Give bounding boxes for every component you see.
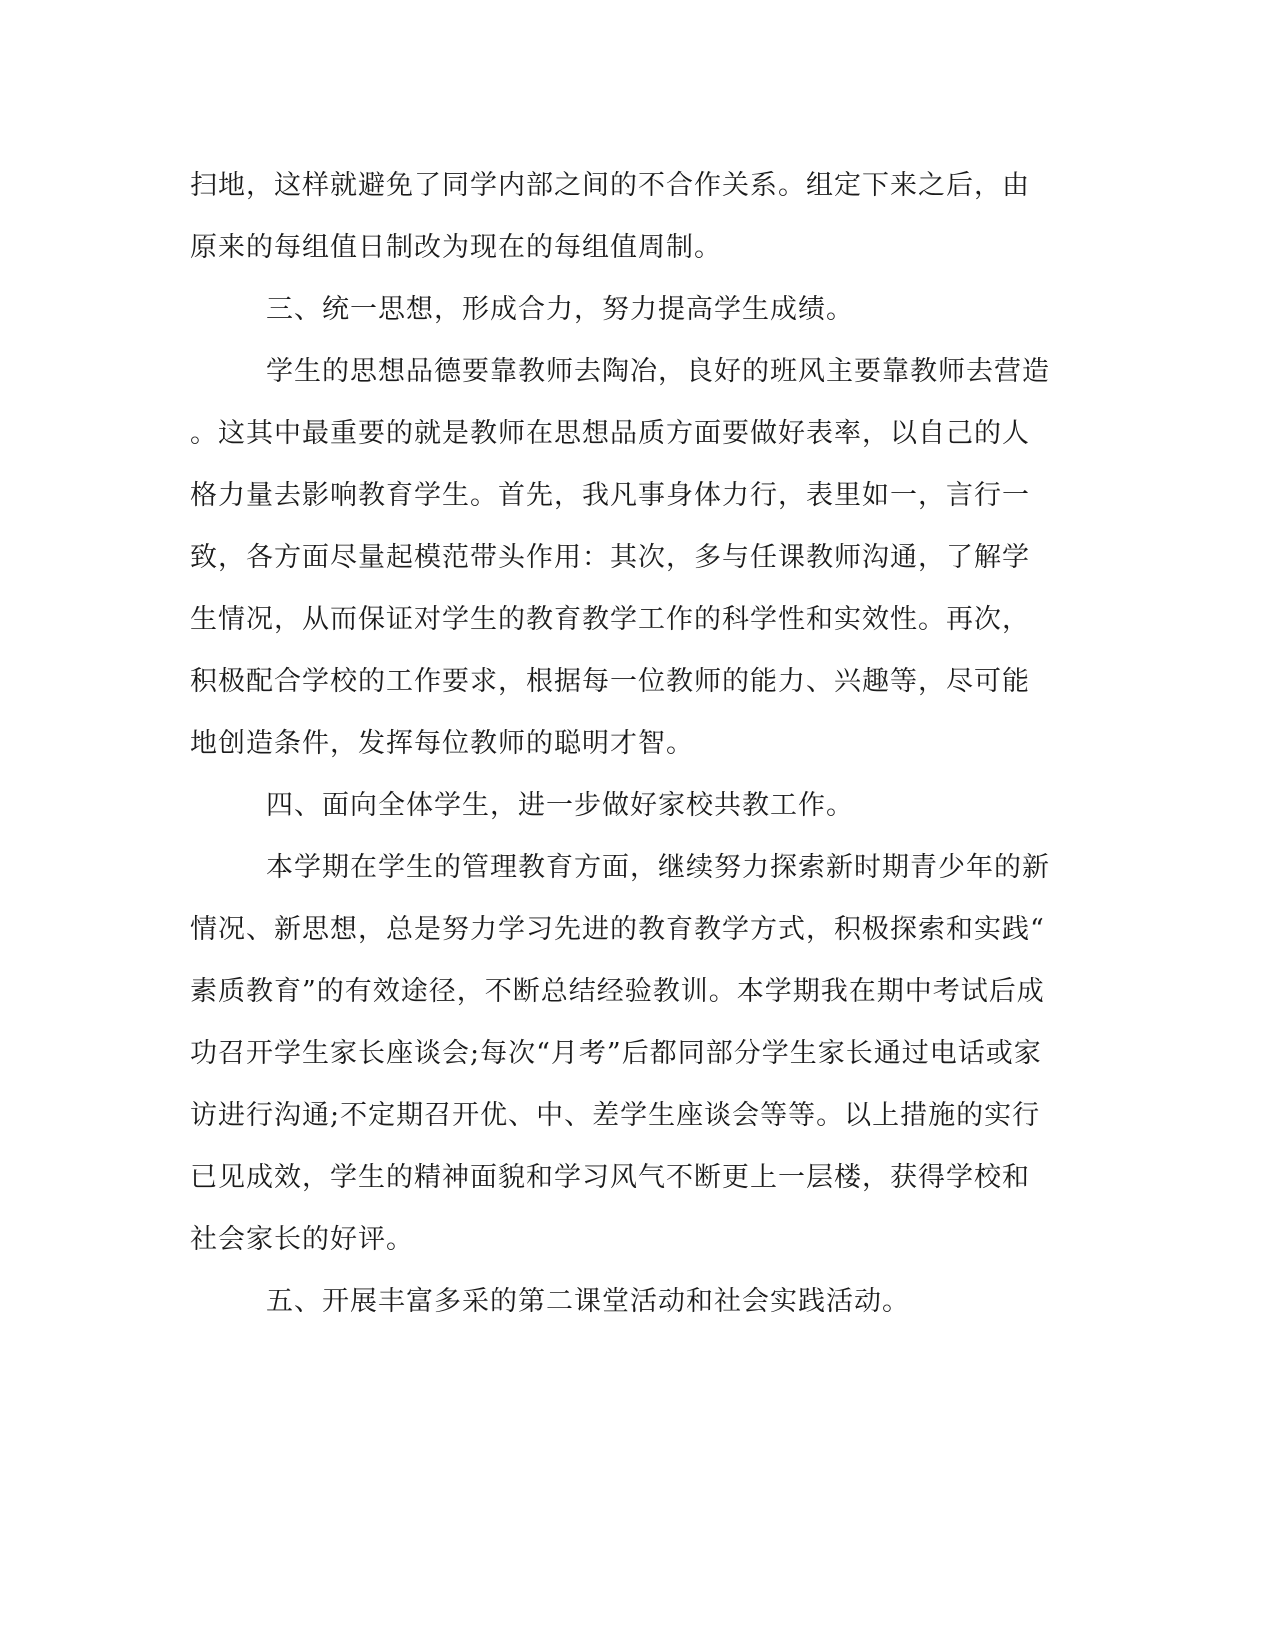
body-line: 访进行沟通;不定期召开优、中、差学生座谈会等等。以上措施的实行 [190, 1100, 1041, 1131]
body-line: 素质教育”的有效途径，不断总结经验教训。本学期我在期中考试后成 [190, 976, 1045, 1007]
body-line: 情况、新思想，总是努力学习先进的教育教学方式，积极探索和实践“ [190, 914, 1045, 945]
body-line: 。这其中最重要的就是教师在思想品质方面要做好表率，以自己的人 [190, 418, 1030, 449]
body-line: 学生的思想品德要靠教师去陶冶，良好的班风主要靠教师去营造 [266, 356, 1050, 387]
body-line: 社会家长的好评。 [190, 1224, 414, 1255]
section-heading: 三、统一思想，形成合力，努力提高学生成绩。 [266, 294, 854, 325]
body-line: 本学期在学生的管理教育方面，继续努力探索新时期青少年的新 [266, 852, 1050, 883]
body-line: 致，各方面尽量起模范带头作用：其次，多与任课教师沟通，了解学 [190, 542, 1030, 573]
body-line: 已见成效，学生的精神面貌和学习风气不断更上一层楼，获得学校和 [190, 1162, 1030, 1193]
body-line: 格力量去影响教育学生。首先，我凡事身体力行，表里如一，言行一 [190, 480, 1030, 511]
body-line: 原来的每组值日制改为现在的每组值周制。 [190, 232, 722, 263]
body-line: 功召开学生家长座谈会;每次“月考”后都同部分学生家长通过电话或家 [190, 1038, 1042, 1069]
body-line: 生情况，从而保证对学生的教育教学工作的科学性和实效性。再次， [190, 604, 1030, 635]
section-heading: 四、面向全体学生，进一步做好家校共教工作。 [266, 790, 854, 821]
document-body [190, 155, 1085, 1333]
section-heading: 五、开展丰富多采的第二课堂活动和社会实践活动。 [266, 1286, 910, 1317]
body-line: 地创造条件，发挥每位教师的聪明才智。 [190, 728, 694, 759]
body-line: 积极配合学校的工作要求，根据每一位教师的能力、兴趣等，尽可能 [190, 666, 1030, 697]
body-line: 扫地，这样就避免了同学内部之间的不合作关系。组定下来之后，由 [190, 170, 1030, 201]
